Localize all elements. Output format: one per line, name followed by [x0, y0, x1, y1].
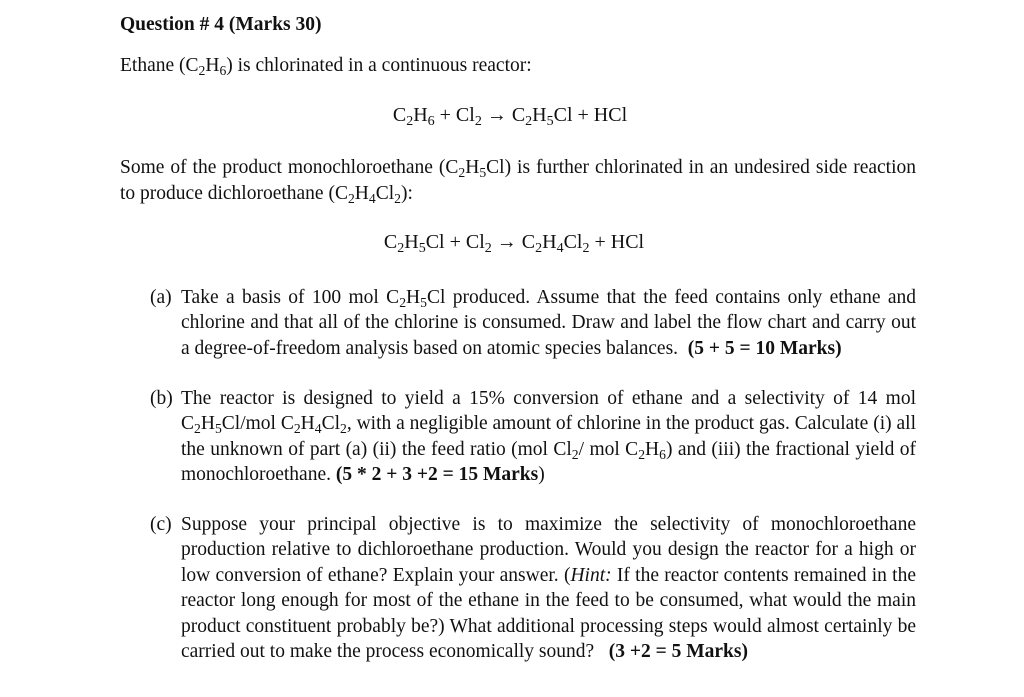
part-c-label: (c): [150, 514, 172, 535]
question-title: Question # 4 (Marks 30): [120, 14, 322, 35]
part-c-marks: (3 +2 = 5 Marks): [608, 641, 748, 663]
part-c: [150, 512, 916, 664]
intro-text: Ethane $(C_2H_6)$ is chlorinated in a continuous reactor:: [120, 55, 532, 79]
part-a: [150, 285, 916, 361]
chlorination-equation: $C_2H_6 + Cl_2 \to C_2H_5Cl$ + HCl: [392, 104, 628, 130]
side-reaction-equation: $C_2H_5Cl + Cl_2 \to C_2H_4Cl_2$ + HCl: [383, 231, 645, 257]
part-b-text: The reactor is designed to yield a 15% conversion of ethane and a selectivity of 14 mol $C_2H_5Cl$/mol $C_2H_4Cl_2$, with a negligible amount of chlorine in the product gas. Calculate (i) all the unknown of part (a) (ii) the feed ratio (mol $Cl_2/$ mol $C_2H_6$) and (iii) the fractional yield of monochloroethane. (5 * 2 + 3 +2 = 15 Marks): [181, 388, 916, 486]
part-b-label: (b): [150, 388, 173, 409]
part-a-marks: (5 + 5 = 10 Marks): [687, 337, 842, 359]
part-b: [150, 386, 916, 488]
side-reaction-paragraph: Some of the product monochloroethane $(C_2H_5Cl)$ is further chlorinated in an undesired side reaction to produce dichloroethane $(C_2H_4Cl_2)$:: [120, 157, 917, 206]
part-b-marks: (5 * 2 + 3 +2 = 15 Marks: [335, 464, 539, 486]
part-a-label: (a): [150, 287, 172, 308]
part-a-text: Take a basis of 100 mol $C_2H_5Cl$ produced. Assume that the feed contains only ethane and chlorine and that all of the chlorine is consumed. Draw and label the flow chart and carry out a degree-of-freedom analysis based on atomic species balances. (5 + 5 = 10 Marks): [181, 287, 917, 359]
part-c-text: Suppose your principal objective is to maximize the selectivity of monochloroethane production relative to dichloroethane production. Would you design the reactor for a high or low conversion of ethane? Explain your answer. (Hint: If the reactor contents remained in the reactor long enough for most of the ethane in the feed to be consumed, what would the main product constituent probably be?) What additional processing steps would almost certainly be carried out to make the process economically sound? (3 +2 = 5 Marks): [181, 514, 916, 663]
hint-label: Hint:: [570, 564, 612, 586]
